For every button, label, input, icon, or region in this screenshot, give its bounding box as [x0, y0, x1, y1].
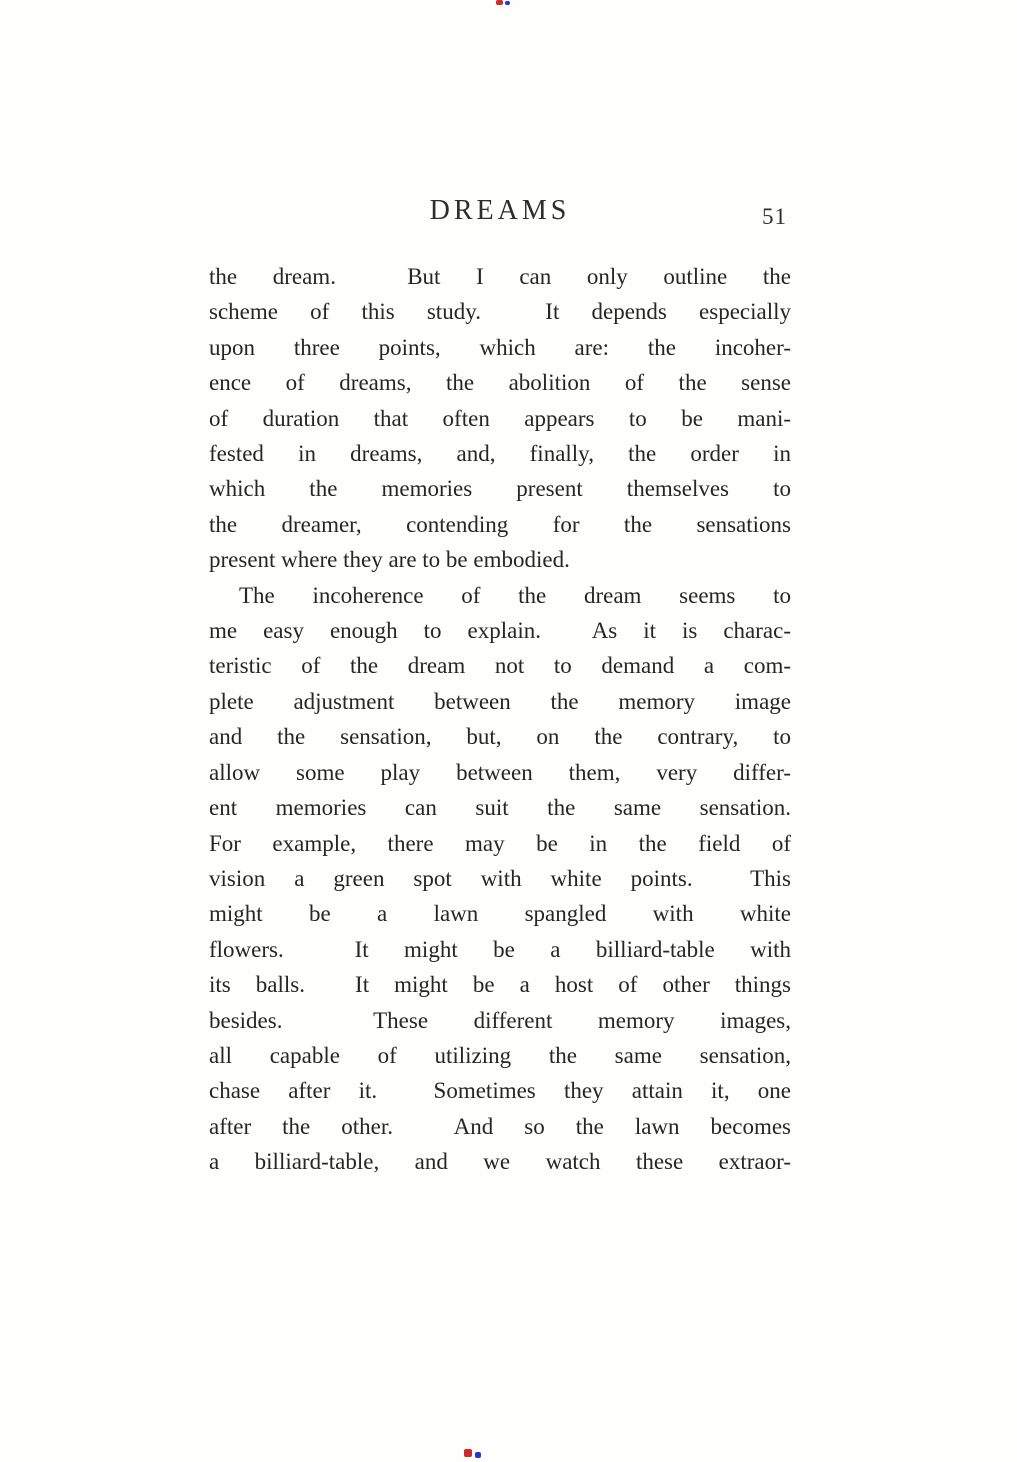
text-line: the dreamer, contending for the sensations — [209, 511, 791, 537]
text-line: which the memories present themselves to — [209, 476, 791, 502]
paragraph — [209, 259, 791, 578]
scan-artifact — [505, 1, 510, 5]
text-line: scheme of this study. It depends especially — [209, 299, 791, 325]
text-line: The incoherence of the dream seems to — [239, 582, 791, 608]
page-body — [209, 259, 791, 1180]
text-line: For example, there may be in the field of — [209, 830, 791, 856]
scan-artifact — [464, 1449, 472, 1457]
text-line: after the other. And so the lawn becomes — [209, 1113, 791, 1139]
text-line: its balls. It might be a host of other things — [209, 972, 791, 998]
text-line: teristic of the dream not to demand a com- — [209, 653, 791, 679]
text-line: flowers. It might be a billiard-table with — [209, 936, 791, 962]
scan-artifact — [496, 0, 503, 5]
text-line: all capable of utilizing the same sensation, — [209, 1042, 791, 1068]
text-line: present where they are to be embodied. — [209, 547, 570, 573]
text-line: the dream. But I can only outline the — [209, 264, 791, 289]
text-line: allow some play between them, very differ- — [209, 759, 791, 785]
text-line: besides. These different memory images, — [209, 1007, 791, 1033]
text-line: ence of dreams, the abolition of the sense — [209, 370, 791, 396]
text-line: fested in dreams, and, finally, the order in — [209, 441, 791, 467]
text-line: a billiard-table, and we watch these extraor- — [209, 1149, 791, 1175]
text-line: me easy enough to explain. As it is charac- — [209, 618, 791, 644]
page-number: 51 — [762, 204, 787, 229]
page-title: DREAMS — [429, 195, 571, 226]
text-line: and the sensation, but, on the contrary, to — [209, 724, 791, 750]
paragraph — [209, 578, 791, 1180]
text-line: chase after it. Sometimes they attain it, one — [209, 1078, 791, 1104]
text-line: upon three points, which are: the incoher- — [209, 334, 791, 360]
text-line: ent memories can suit the same sensation. — [209, 795, 791, 821]
text-line: of duration that often appears to be mani- — [209, 405, 791, 431]
text-line: might be a lawn spangled with white — [209, 901, 791, 927]
text-line: vision a green spot with white points. This — [209, 865, 791, 891]
text-line: plete adjustment between the memory image — [209, 688, 791, 714]
scan-artifact — [475, 1452, 481, 1458]
